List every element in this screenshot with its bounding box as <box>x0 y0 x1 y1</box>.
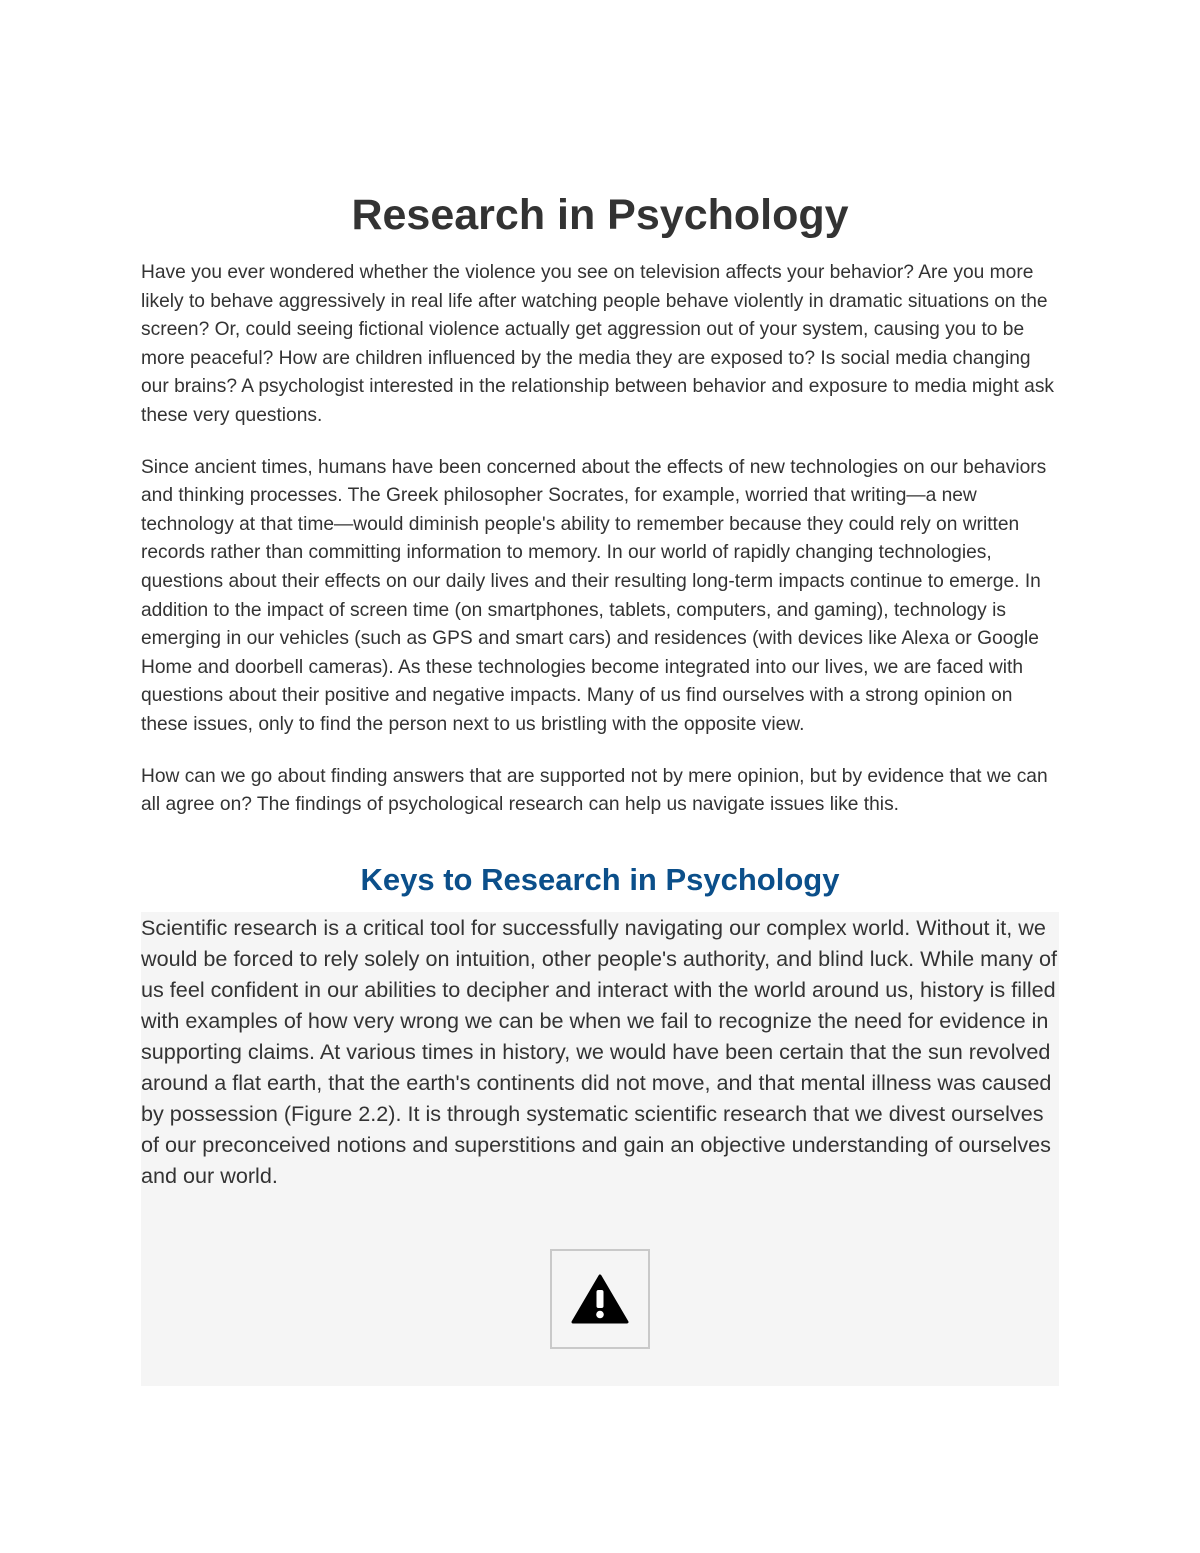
intro-paragraph-1: Have you ever wondered whether the violence you see on television affects your behavior? Are you more likely to behave aggressively in real life after watching people behave violently in dramatic situations on the screen? Or, could seeing fictional violence actually get aggression out of your system, causing you to be more peaceful? How are children influenced by the media they are exposed to? Is social media changing our brains? A psychologist interested in the relationship between behavior and exposure to media might ask these very questions. <box>141 262 1055 426</box>
page-title: Research in Psychology <box>351 191 849 239</box>
warning-icon <box>571 1274 629 1324</box>
intro-paragraph-2: Since ancient times, humans have been concerned about the effects of new technologies on our behaviors and thinking processes. The Greek philosopher Socrates, for example, worried that writing—a new technology at that time—would diminish people's ability to remember because they could rely on written records rather than committing information to memory. In our world of rapidly changing technologies, questions about their effects on our daily lives and their resulting long-term impacts continue to emerge. In addition to the impact of screen time (on smartphones, tablets, computers, and gaming), technology is emerging in our vehicles (such as GPS and smart cars) and residences (with devices like Alexa or Google Home and doorbell cameras). As these technologies become integrated into our lives, we are faced with questions about their positive and negative impacts. Many of us find ourselves with a strong opinion on these issues, only to find the person next to us bristling with the opposite view. <box>141 456 1047 735</box>
broken-image-placeholder <box>550 1249 650 1349</box>
section-paragraph: Scientific research is a critical tool for successfully navigating our complex world. Without it, we would be forced to rely solely on intuition, other people's authority, and blind luck. While many of us feel confident in our abilities to decipher and interact with the world around us, history is filled with examples of how very wrong we can be when we fail to recognize the need for evidence in supporting claims. At various times in history, we would have been certain that the sun revolved around a flat earth, that the earth's continents did not move, and that mental illness was caused by possession (Figure 2.2). It is through systematic scientific research that we divest ourselves of our preconceived notions and superstitions and gain an objective understanding of ourselves and our world. <box>141 914 1057 1189</box>
section-shaded-box <box>141 912 1059 1386</box>
document-page <box>141 188 1059 1386</box>
intro-paragraph-3: How can we go about finding answers that are supported not by mere opinion, but by evidence that we can all agree on? The findings of psychological research can help us navigate issues like this. <box>141 765 1048 816</box>
section-heading: Keys to Research in Psychology <box>360 861 840 897</box>
